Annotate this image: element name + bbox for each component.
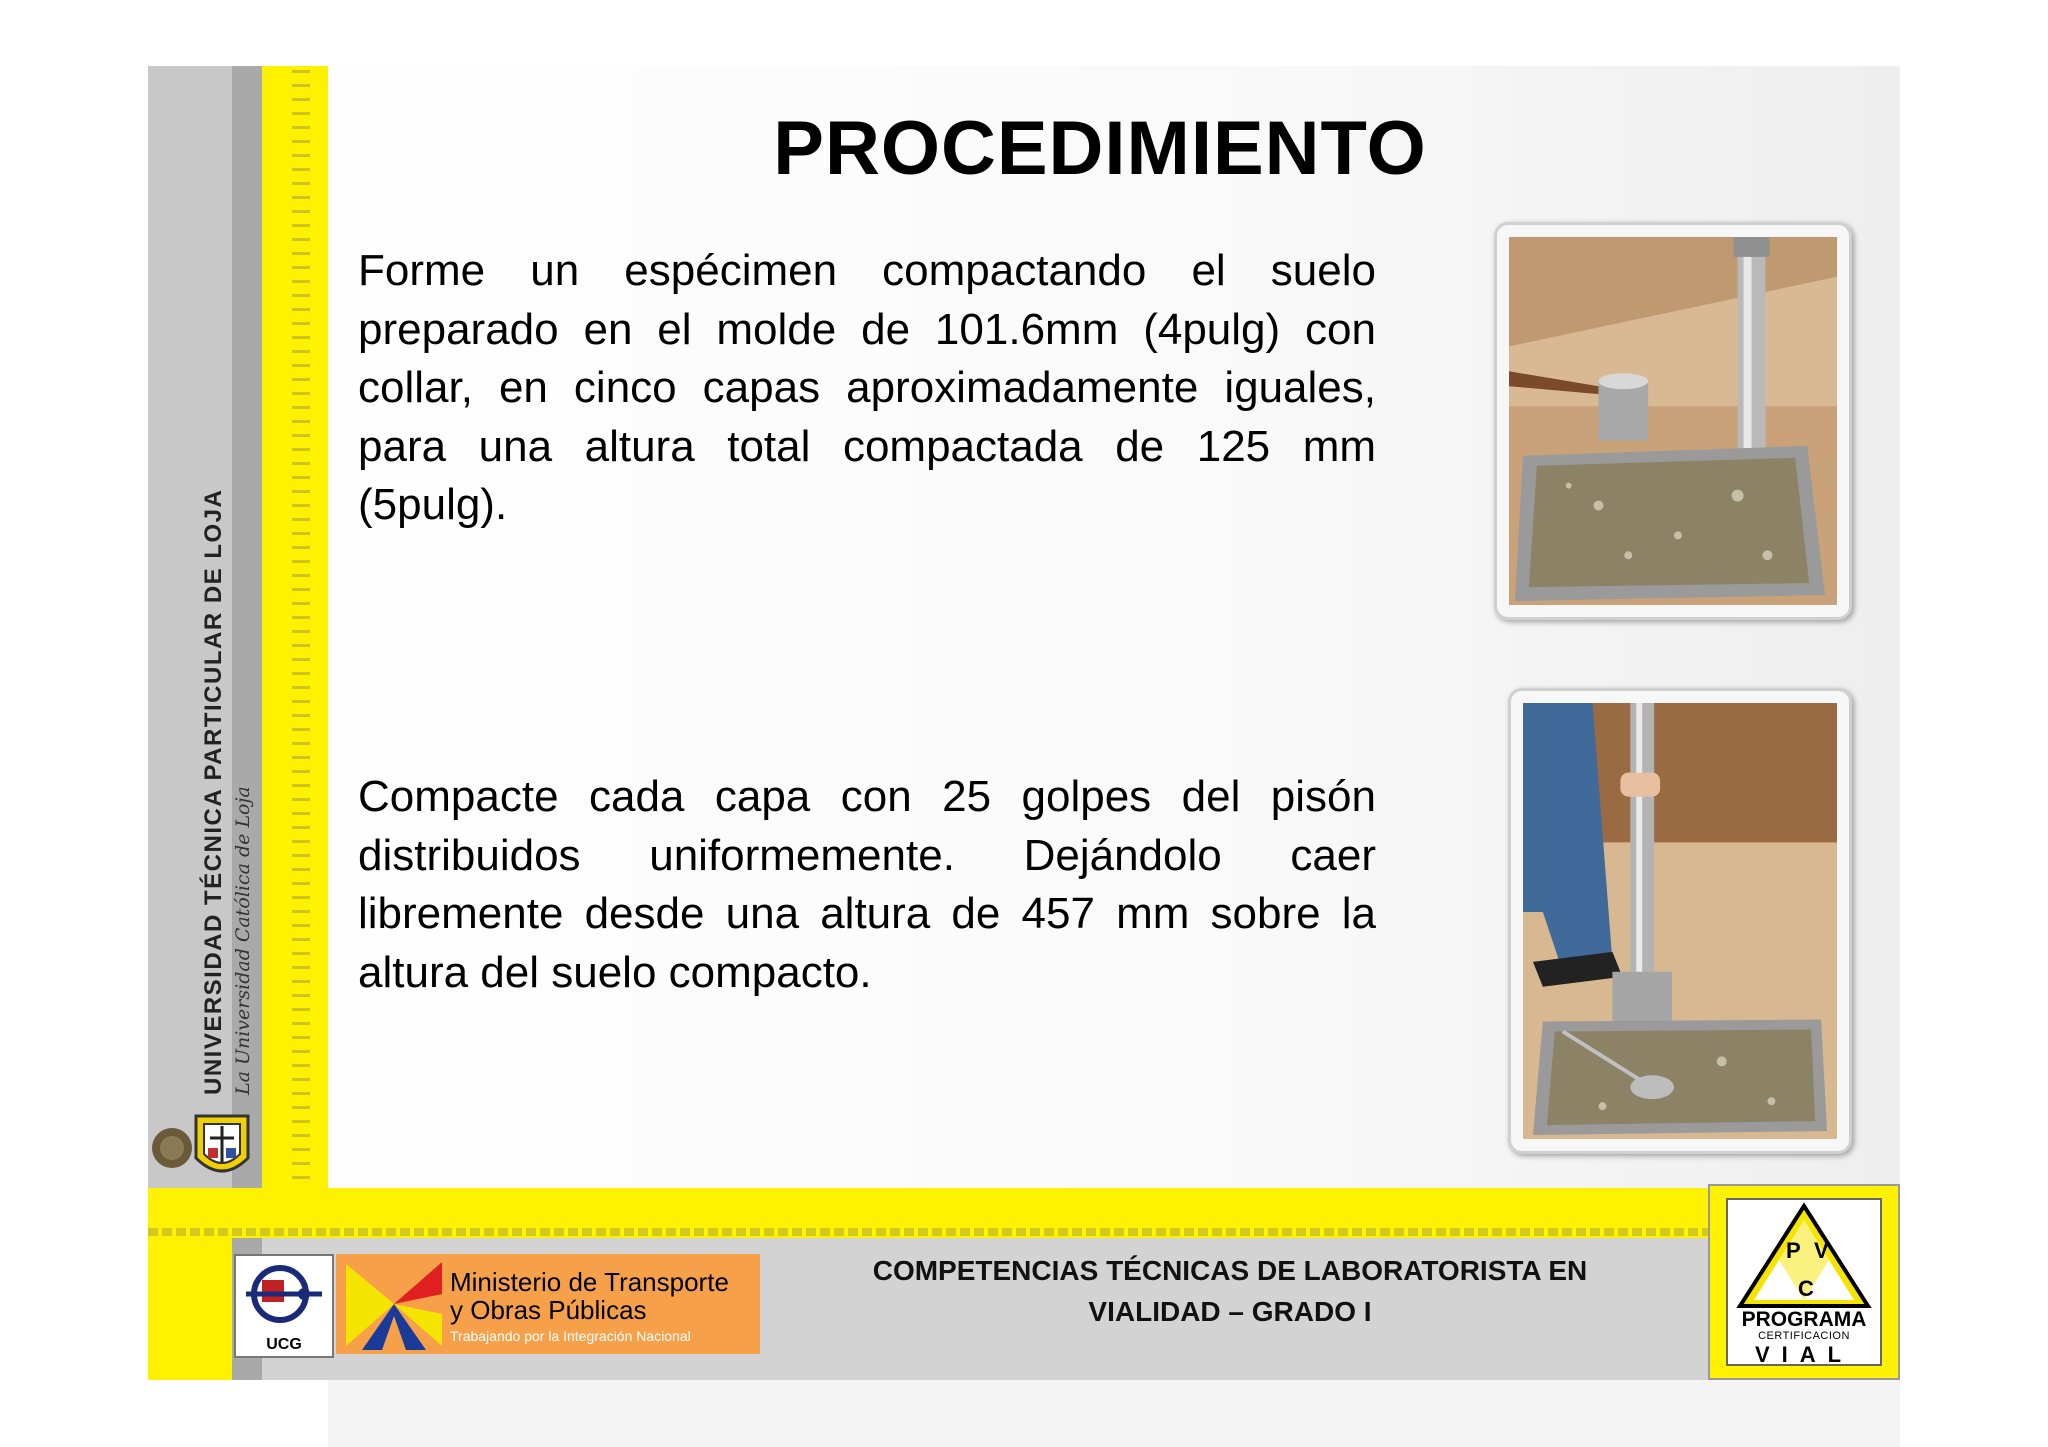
ministry-emblem-icon bbox=[342, 1254, 446, 1354]
pcv-letter-c: C bbox=[1798, 1276, 1814, 1301]
course-title-line-2: VIALIDAD – GRADO I bbox=[1088, 1296, 1372, 1327]
university-tagline: La Universidad Católica de Loja bbox=[232, 786, 254, 1095]
ucg-emblem-icon bbox=[236, 1256, 332, 1334]
footer-dashed-line bbox=[148, 1228, 1708, 1236]
pcv-vial-label: VIAL bbox=[1754, 1342, 1854, 1367]
pcv-letter-p: P bbox=[1786, 1238, 1801, 1263]
ministry-name-line-2: y Obras Públicas bbox=[450, 1295, 647, 1325]
course-title-line-1: COMPETENCIAS TÉCNICAS DE LABORATORISTA EN bbox=[872, 1255, 1588, 1286]
pcv-logo-inner bbox=[1726, 1198, 1882, 1366]
pcv-logo bbox=[1708, 1184, 1900, 1380]
ministry-name bbox=[450, 1268, 729, 1324]
bottom-margin bbox=[328, 1380, 1900, 1447]
photo-mold-and-tray bbox=[1494, 222, 1852, 620]
procedure-paragraph-1: Forme un espécimen compactando el suelo preparado en el molde de 101.6mm (4pulg) con collar, en cinco capas aproximadamente iguales, para una altura total compactada de 125 mm (5pulg). bbox=[358, 246, 1376, 529]
ministry-tagline: Trabajando por la Integración Nacional bbox=[450, 1328, 691, 1344]
photo-mold-and-tray-image bbox=[1509, 237, 1837, 605]
pcv-programa-label: PROGRAMA bbox=[1741, 1308, 1867, 1331]
pcv-letter-v: V bbox=[1814, 1238, 1829, 1263]
sidebar-zigzag-decoration bbox=[292, 70, 310, 1180]
ucg-label: UCG bbox=[266, 1336, 302, 1353]
footer-yellow-corner bbox=[148, 1238, 232, 1380]
ucg-logo bbox=[234, 1254, 334, 1358]
photo-compaction-rammer bbox=[1508, 688, 1852, 1154]
university-crest-icon bbox=[150, 1106, 258, 1186]
photo-compaction-rammer-image bbox=[1523, 703, 1837, 1139]
pcv-triangle-icon bbox=[1728, 1200, 1880, 1310]
ministry-logo bbox=[336, 1254, 760, 1354]
pcv-certificacion-label: CERTIFICACION bbox=[1758, 1330, 1850, 1342]
ministry-name-line-1: Ministerio de Transporte bbox=[450, 1267, 729, 1297]
university-name: UNIVERSIDAD TÉCNICA PARTICULAR DE LOJA bbox=[200, 488, 227, 1095]
procedure-paragraph-2: Compacte cada capa con 25 golpes del pisón distribuidos uniformemente. Dejándolo caer libremente desde una altura de 457 mm sobre la altura del suelo compacto. bbox=[358, 772, 1376, 997]
slide-title: PROCEDIMIENTO bbox=[773, 106, 1427, 191]
